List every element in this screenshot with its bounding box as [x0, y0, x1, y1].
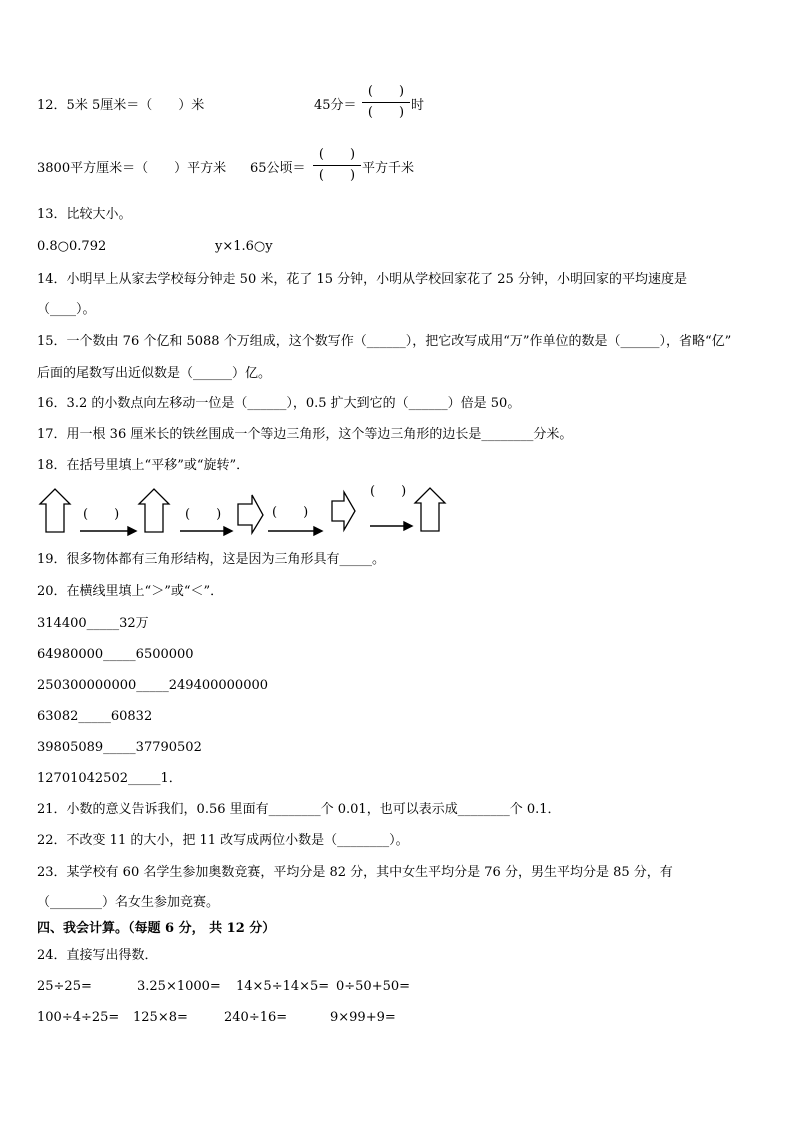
- q12-line1-left: 12．5米 5厘米＝（ ）米: [37, 98, 205, 113]
- q24-row2-item-4: 9×99+9=: [330, 1010, 396, 1025]
- section-4-title: 四、我会计算。（每题 6 分， 共 12 分）: [37, 921, 276, 936]
- q20-item-6: 12701042502_____1．: [37, 771, 182, 786]
- q12-line2-right-prefix: 65公顷＝: [250, 161, 306, 176]
- q23-line-1: 23．某学校有 60 名学生参加奥数竞赛，平均分是 82 分，其中女生平均分是 76 分，男生平均分是 85 分，有: [37, 865, 673, 880]
- q24-row2-item-3: 240÷16=: [224, 1010, 288, 1025]
- q20-title: 20．在横线里填上“＞”或“＜”．: [37, 584, 224, 599]
- q24-row1-item-1: 25÷25=: [37, 979, 92, 994]
- q12-line1-right-suffix: 时: [411, 98, 425, 113]
- q13-item-2: y×1.6○y: [215, 239, 273, 254]
- q20-item-4: 63082_____60832: [37, 709, 153, 724]
- q19-text: 19．很多物体都有三角形结构，这是因为三角形具有_____。: [37, 552, 386, 567]
- q22-text: 22．不改变 11 的大小，把 11 改写成两位小数是（________）。: [37, 833, 409, 848]
- up-arrow-shape-3: [415, 488, 445, 531]
- q24-title: 24．直接写出得数．: [37, 948, 158, 963]
- q23-line-2: （________）名女生参加竞赛。: [37, 895, 220, 910]
- q14-line-2: （____）。: [37, 302, 96, 317]
- q20-item-3: 250300000000_____249400000000: [37, 678, 269, 693]
- q12-fraction-2: [313, 146, 361, 185]
- q12-line2-right-suffix: 平方千米: [362, 161, 415, 176]
- right-arrow-shape-2: [332, 492, 355, 530]
- q20-item-5: 39805089_____37790502: [37, 740, 202, 755]
- up-arrow-shape-2: [139, 489, 169, 532]
- q17-text: 17．用一根 36 厘米长的铁丝围成一个等边三角形，这个等边三角形的边长是________分米。: [37, 427, 573, 442]
- q24-row2-item-2: 125×8=: [133, 1010, 188, 1025]
- fraction-numerator: ( ): [318, 147, 356, 162]
- q24-row2-item-1: 100÷4÷25=: [37, 1010, 120, 1025]
- fraction-denominator: ( ): [367, 105, 405, 120]
- q21-text: 21．小数的意义告诉我们，0.56 里面有________个 0.01，也可以表示成________个 0.1．: [37, 802, 561, 817]
- up-arrow-shape-1: [40, 489, 70, 532]
- q20-item-1: 314400_____32万: [37, 616, 149, 631]
- q13-title: 13．比较大小。: [37, 207, 132, 222]
- fraction-numerator: ( ): [367, 84, 405, 99]
- q18-blank-3: ( ): [272, 505, 309, 520]
- q24-row1-item-3: 14×5÷14×5=: [236, 979, 330, 994]
- q12-line1-right-prefix: 45分＝: [314, 98, 357, 113]
- q18-title: 18．在括号里填上“平移”或“旋转”．: [37, 458, 250, 473]
- q13-item-1: 0.8○0.792: [37, 239, 107, 254]
- q14-line-1: 14．小明早上从家去学校每分钟走 50 米，花了 15 分钟，小明从学校回家花了 25 分钟，小明回家的平均速度是: [37, 272, 687, 287]
- q24-row1-item-4: 0÷50+50=: [336, 979, 411, 994]
- q18-blank-2: ( ): [185, 507, 222, 522]
- q16-text: 16．3.2 的小数点向左移动一位是（______），0.5 扩大到它的（______）倍是 50。: [37, 396, 521, 411]
- q18-blank-1: ( ): [83, 507, 120, 522]
- q20-item-2: 64980000_____6500000: [37, 647, 194, 662]
- right-arrow-shape-1: [238, 495, 263, 533]
- fraction-bar: [362, 102, 410, 103]
- q12-line2-left: 3800平方厘米＝（ ）平方米: [37, 161, 227, 176]
- q15-line-1: 15．一个数由 76 个亿和 5088 个万组成，这个数写作（______），把它改写成用“万”作单位的数是（______），省略“亿”: [37, 334, 732, 349]
- q24-row1-item-2: 3.25×1000=: [137, 979, 221, 994]
- q18-blank-4: ( ): [370, 484, 407, 499]
- q15-line-2: 后面的尾数写出近似数是（______）亿。: [37, 366, 272, 381]
- fraction-denominator: ( ): [318, 168, 356, 183]
- fraction-bar: [313, 165, 361, 166]
- q12-fraction-1: [362, 83, 410, 122]
